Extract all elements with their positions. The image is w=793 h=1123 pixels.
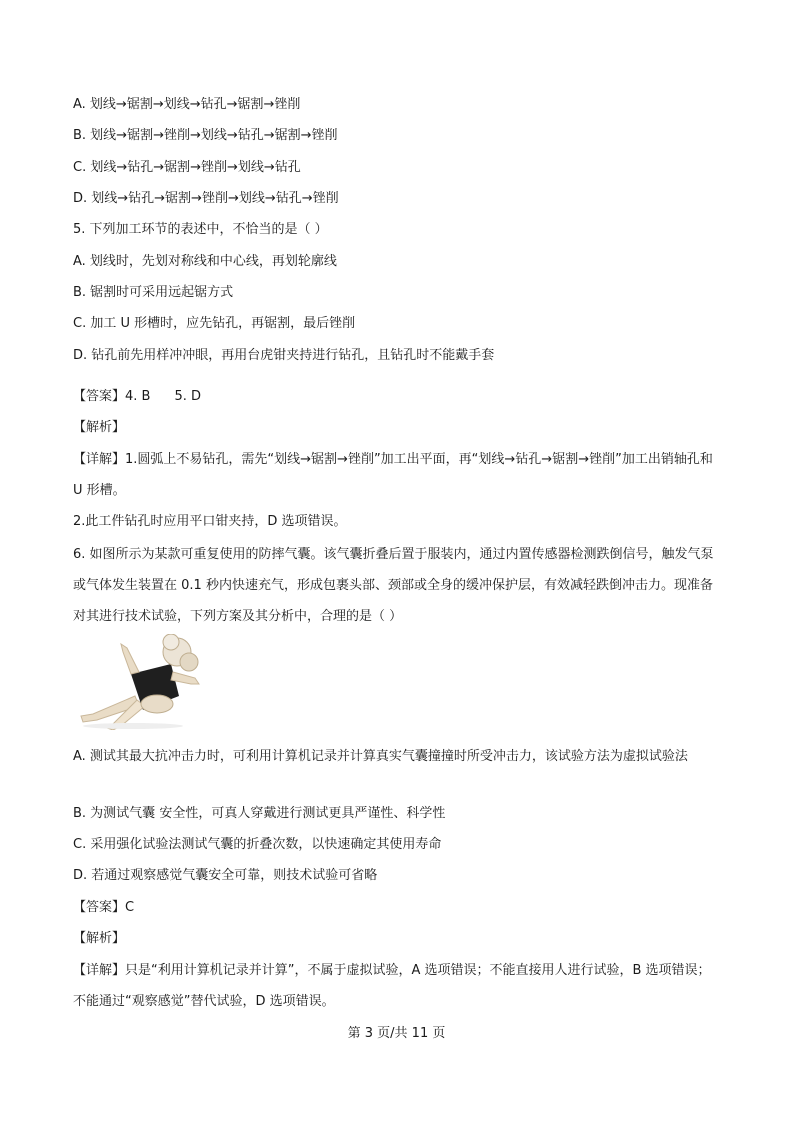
- q5-option-a: A. 划线时，先划对称线和中心线，再划轮廓线: [73, 254, 337, 269]
- q4-option-c: C. 划线→钻孔→锯割→锉削→划线→钻孔: [73, 160, 301, 175]
- q6-option-a: A. 测试其最大抗冲击力时，可利用计算机记录并计算真实气囊撞撞时所受冲击力，该试验方法为虚拟试验法: [73, 749, 688, 764]
- analysis-label: 【解析】: [73, 420, 126, 435]
- answer-tag: 【答案】: [73, 900, 126, 915]
- detail-text: 1.圆弧上不易钻孔，需先“划线→锯割→锉削”加工出平面，再“划线→钻孔→锯割→锉削”加工出销轴孔和 U 形槽。: [73, 452, 713, 498]
- q6-option-c: C. 采用强化试验法测试气囊的折叠次数，以快速确定其使用寿命: [73, 837, 442, 852]
- q6-stem: 6. 如图所示为某款可重复使用的防摔气囊。该气囊折叠后置于服装内，通过内置传感器检测跌倒信号，触发气泵或气体发生装置在 0.1 秒内快速充气，形成包裹头部、颈部或全身的缓冲保护层，有效减轻跌倒冲击力。现准备对其进行技术试验，下列方案及其分析中，合理的是（ ）: [73, 547, 714, 624]
- airbag-illustration: [73, 634, 203, 730]
- answer-4: 4. B: [125, 389, 151, 404]
- q6-option-b: B. 为测试气囊 安全性，可真人穿戴进行测试更具严谨性、科学性: [73, 806, 446, 821]
- detail-6: [73, 955, 723, 1017]
- q5-option-b: B. 锯割时可采用远起锯方式: [73, 285, 234, 300]
- q5-option-d: D. 钻孔前先用样冲冲眼，再用台虎钳夹持进行钻孔，且钻孔时不能戴手套: [73, 348, 495, 363]
- answer-tag: 【答案】: [73, 389, 126, 404]
- answer-6-value: C: [125, 900, 135, 915]
- detail-tag: 【详解】: [73, 452, 126, 467]
- answer-5: 5. D: [174, 389, 202, 404]
- analysis-label: 【解析】: [73, 931, 126, 946]
- answer-6: [73, 900, 134, 916]
- q4-option-b: B. 划线→锯割→锉削→划线→钻孔→锯割→锉削: [73, 128, 338, 143]
- detail-tag: 【详解】: [73, 963, 126, 978]
- note-2: 2.此工件钻孔时应用平口钳夹持，D 选项错误。: [73, 514, 347, 529]
- q6-option-d: D. 若通过观察感觉气囊安全可靠，则技术试验可省略: [73, 868, 378, 883]
- q5-option-c: C. 加工 U 形槽时，应先钻孔，再锯割，最后锉削: [73, 316, 356, 331]
- airbag-figure: [73, 634, 203, 730]
- q4-option-a: A. 划线→锯割→划线→钻孔→锯割→锉削: [73, 97, 301, 112]
- detail-4-5: [73, 444, 723, 506]
- detail-text: 只是“利用计算机记录并计算”，不属于虚拟试验，A 选项错误；不能直接用人进行试验，B 选项错误；不能通过“观察感觉”替代试验，D 选项错误。: [73, 963, 711, 1009]
- page-footer: 第 3 页/共 11 页: [347, 1026, 446, 1041]
- q4-option-d: D. 划线→钻孔→锯割→锉削→划线→钻孔→锉削: [73, 191, 339, 206]
- q5-stem: 5. 下列加工环节的表述中，不恰当的是（ ）: [73, 222, 328, 237]
- answer-4-5: [73, 389, 201, 405]
